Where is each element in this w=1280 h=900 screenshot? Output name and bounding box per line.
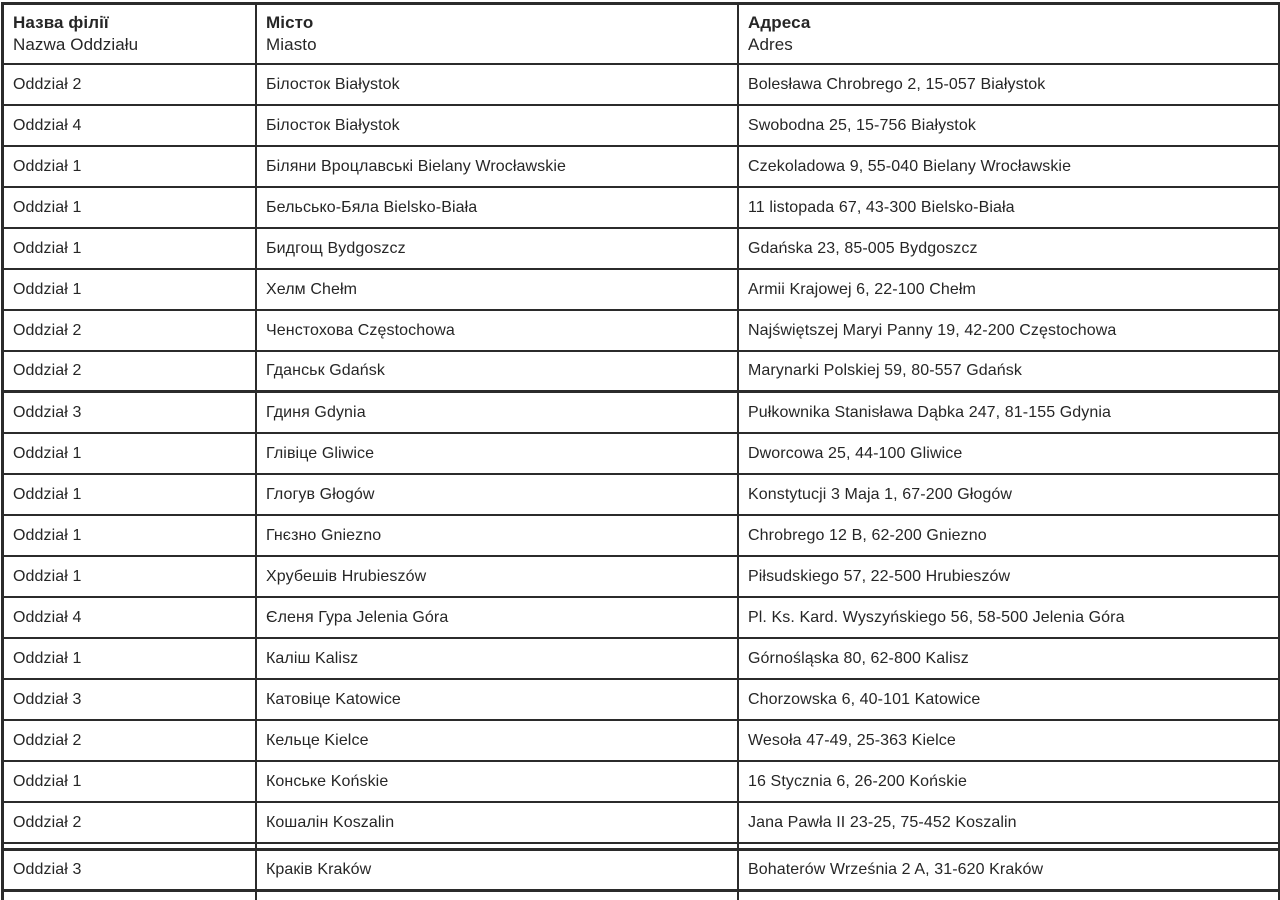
table-row bbox=[4, 434, 1278, 475]
city-cell: Ченстохова Częstochowa bbox=[257, 311, 739, 350]
branch-cell: Oddział 3 bbox=[4, 680, 257, 719]
header-branch-pl: Nazwa Oddziału bbox=[13, 35, 139, 54]
section-break-cell bbox=[739, 844, 1278, 848]
table-header-row bbox=[4, 5, 1278, 65]
table-row bbox=[4, 721, 1278, 762]
city-cell: Білосток Białystok bbox=[257, 106, 739, 145]
table-row bbox=[4, 106, 1278, 147]
partial-row-cell bbox=[4, 892, 257, 900]
table-row bbox=[4, 851, 1278, 892]
table-row bbox=[4, 65, 1278, 106]
address-cell: 11 listopada 67, 43-300 Bielsko-Biała bbox=[748, 198, 1015, 216]
branch-cell: Oddział 4 bbox=[4, 106, 257, 145]
address-cell: Konstytucji 3 Maja 1, 67-200 Głogów bbox=[748, 485, 1013, 503]
table-row bbox=[4, 147, 1278, 188]
branch-cell: Oddział 2 bbox=[4, 803, 257, 842]
branch-cell: Oddział 1 bbox=[4, 229, 257, 268]
header-city-uk: Місто bbox=[266, 12, 314, 32]
address-cell: Chrobrego 12 B, 62-200 Gniezno bbox=[748, 526, 987, 544]
table-row bbox=[4, 680, 1278, 721]
city-cell: Бидгощ Bydgoszcz bbox=[257, 229, 739, 268]
header-cell-address bbox=[739, 5, 1278, 63]
branch-cell: Oddział 1 bbox=[4, 147, 257, 186]
table-row bbox=[4, 598, 1278, 639]
address-cell: Czekoladowa 9, 55-040 Bielany Wrocławskie bbox=[748, 157, 1072, 175]
branches-table bbox=[1, 2, 1280, 900]
table-row bbox=[4, 270, 1278, 311]
table-row bbox=[4, 803, 1278, 844]
address-cell: Najświętszej Maryi Panny 19, 42-200 Częstochowa bbox=[748, 321, 1117, 339]
city-cell: Бельсько-Бяла Bielsko-Biała bbox=[257, 188, 739, 227]
branch-cell: Oddział 1 bbox=[4, 188, 257, 227]
address-cell: Chorzowska 6, 40-101 Katowice bbox=[748, 690, 981, 708]
table-row bbox=[4, 311, 1278, 352]
address-cell: Marynarki Polskiej 59, 80-557 Gdańsk bbox=[748, 362, 1022, 379]
branch-cell: Oddział 1 bbox=[4, 434, 257, 473]
city-cell: Кошалін Koszalin bbox=[257, 803, 739, 842]
table-row bbox=[4, 393, 1278, 434]
section-break bbox=[4, 844, 1278, 851]
table-row bbox=[4, 639, 1278, 680]
address-cell: Pułkownika Stanisława Dąbka 247, 81-155 Gdynia bbox=[748, 403, 1112, 421]
partial-row-cell bbox=[739, 892, 1278, 900]
branch-cell: Oddział 1 bbox=[4, 270, 257, 309]
branch-cell: Oddział 1 bbox=[4, 762, 257, 801]
city-cell: Гнєзно Gniezno bbox=[257, 516, 739, 555]
city-cell: Краків Kraków bbox=[257, 851, 739, 889]
city-cell: Гдиня Gdynia bbox=[257, 393, 739, 432]
partial-row bbox=[4, 892, 1278, 900]
branch-cell: Oddział 2 bbox=[4, 311, 257, 350]
table-row bbox=[4, 188, 1278, 229]
header-cell-city bbox=[257, 5, 739, 63]
branch-cell: Oddział 1 bbox=[4, 639, 257, 678]
city-cell: Конське Końskie bbox=[257, 762, 739, 801]
header-address-uk: Адреса bbox=[748, 12, 811, 32]
city-cell: Каліш Kalisz bbox=[257, 639, 739, 678]
branch-cell: Oddział 1 bbox=[4, 475, 257, 514]
header-city-pl: Miasto bbox=[266, 35, 317, 54]
address-cell: 16 Stycznia 6, 26-200 Końskie bbox=[748, 772, 968, 790]
address-cell: Wesoła 47-49, 25-363 Kielce bbox=[748, 731, 956, 749]
address-cell: Górnośląska 80, 62-800 Kalisz bbox=[748, 649, 969, 667]
branch-cell: Oddział 1 bbox=[4, 557, 257, 596]
table-row bbox=[4, 516, 1278, 557]
address-cell: Gdańska 23, 85-005 Bydgoszcz bbox=[748, 239, 978, 257]
address-cell: Dworcowa 25, 44-100 Gliwice bbox=[748, 444, 963, 462]
header-cell-branch bbox=[4, 5, 257, 63]
branch-cell: Oddział 3 bbox=[4, 851, 257, 889]
table-row bbox=[4, 557, 1278, 598]
branch-cell: Oddział 2 bbox=[4, 65, 257, 104]
partial-row-cell bbox=[257, 892, 739, 900]
address-cell: Swobodna 25, 15-756 Białystok bbox=[748, 116, 976, 134]
address-cell: Jana Pawła II 23-25, 75-452 Koszalin bbox=[748, 813, 1017, 831]
city-cell: Гданськ Gdańsk bbox=[257, 352, 739, 390]
branch-cell: Oddział 2 bbox=[4, 352, 257, 390]
address-cell: Bolesława Chrobrego 2, 15-057 Białystok bbox=[748, 75, 1046, 93]
table-row bbox=[4, 475, 1278, 516]
city-cell: Хрубешів Hrubieszów bbox=[257, 557, 739, 596]
city-cell: Катовіце Katowice bbox=[257, 680, 739, 719]
header-address-pl: Adres bbox=[748, 35, 793, 54]
branch-cell: Oddział 1 bbox=[4, 516, 257, 555]
section-break-cell bbox=[4, 844, 257, 848]
city-cell: Біляни Вроцлавські Bielany Wrocławskie bbox=[257, 147, 739, 186]
section-break-cell bbox=[257, 844, 739, 848]
city-cell: Єленя Гура Jelenia Góra bbox=[257, 598, 739, 637]
city-cell: Хелм Chełm bbox=[257, 270, 739, 309]
address-cell: Bohaterów Września 2 A, 31-620 Kraków bbox=[748, 861, 1044, 878]
table-body bbox=[4, 65, 1278, 900]
city-cell: Глогув Głogów bbox=[257, 475, 739, 514]
branch-cell: Oddział 3 bbox=[4, 393, 257, 432]
table-row bbox=[4, 762, 1278, 803]
address-cell: Armii Krajowej 6, 22-100 Chełm bbox=[748, 280, 976, 298]
address-cell: Piłsudskiego 57, 22-500 Hrubieszów bbox=[748, 567, 1011, 585]
branch-cell: Oddział 4 bbox=[4, 598, 257, 637]
table-row bbox=[4, 229, 1278, 270]
table-row bbox=[4, 352, 1278, 393]
city-cell: Глівіце Gliwice bbox=[257, 434, 739, 473]
city-cell: Кельце Kielce bbox=[257, 721, 739, 760]
address-cell: Pl. Ks. Kard. Wyszyńskiego 56, 58-500 Jelenia Góra bbox=[748, 608, 1125, 626]
header-branch-uk: Назва філії bbox=[13, 12, 109, 32]
branch-cell: Oddział 2 bbox=[4, 721, 257, 760]
city-cell: Білосток Białystok bbox=[257, 65, 739, 104]
